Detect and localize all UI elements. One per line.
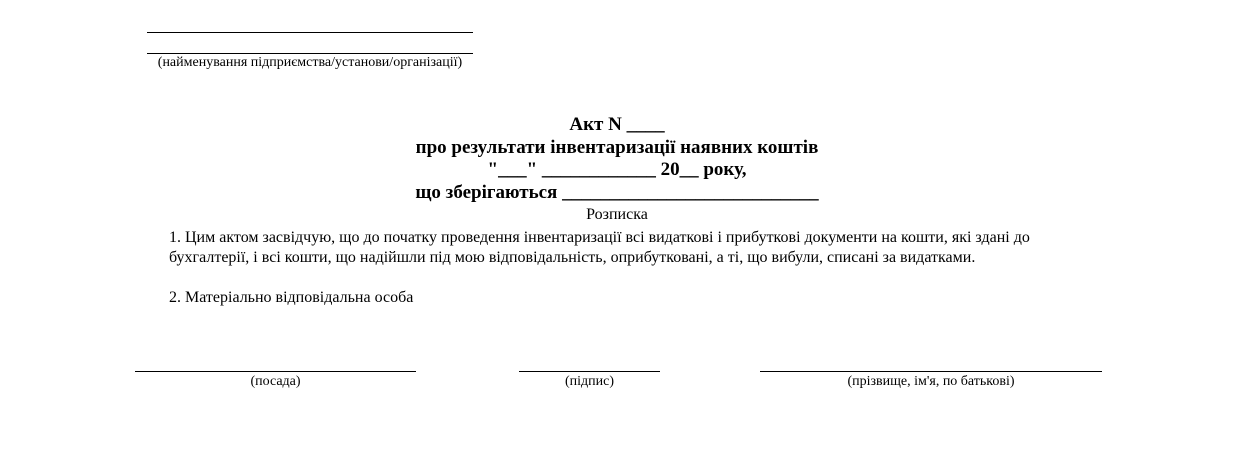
position-caption: (посада) [250, 374, 301, 389]
org-name-caption: (найменування підприємства/установи/організації) [157, 55, 463, 70]
org-name-line-2 [147, 53, 473, 54]
act-date-line: "___" ____________ 20__ року, [487, 159, 747, 180]
signature-line [519, 371, 660, 372]
receipt-item-2: 2. Матеріально відповідальна особа [169, 289, 414, 306]
full-name-line [760, 371, 1102, 372]
org-name-line-1 [147, 32, 473, 33]
position-line [135, 371, 416, 372]
act-subject-title: про результати інвентаризації наявних коштів [415, 137, 819, 158]
act-storage-line: що зберігаються ___________________________ [415, 182, 819, 203]
signature-caption: (підпис) [564, 374, 615, 389]
receipt-heading: Розписка [586, 206, 648, 223]
receipt-item-1: 1. Цим актом засвідчую, що до початку проведення інвентаризації всі видаткові і прибуткові документи на кошти, які здані до бухгалтерії, і всі кошти, що надійшли під мою відповідальність, оприбутковані, а ті, що вибули, списані за видатками. [169, 229, 1030, 266]
full-name-caption: (прізвище, ім'я, по батькові) [847, 374, 1015, 389]
act-number-title: Акт N ____ [569, 114, 665, 135]
